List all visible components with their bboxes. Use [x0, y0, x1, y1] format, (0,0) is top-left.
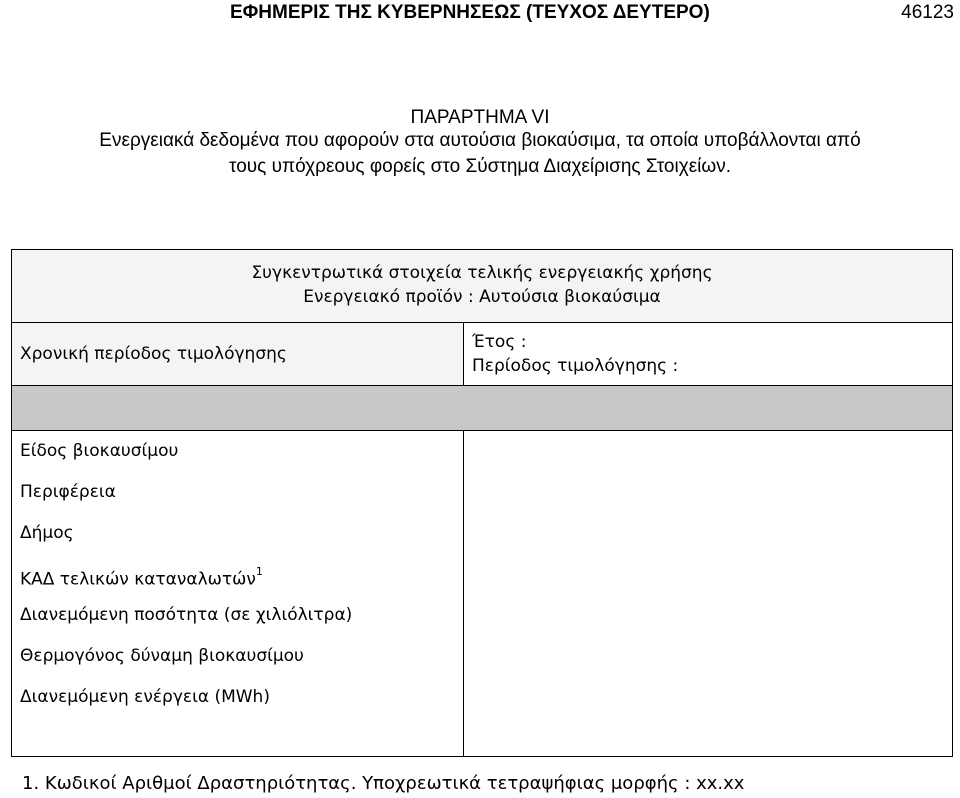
billing-period-fields	[464, 323, 953, 386]
year-field-label: Έτος :	[472, 332, 527, 352]
row-kad-end-consumers	[20, 554, 455, 595]
billing-period-label: Χρονική περίοδος τιμολόγησης	[12, 323, 464, 386]
gazette-title: ΕΦΗΜΕΡΙΣ ΤΗΣ ΚΥΒΕΡΝΗΣΕΩΣ (ΤΕΥΧΟΣ ΔΕΥΤΕΡΟ)	[230, 2, 710, 23]
row-region: Περιφέρεια	[20, 482, 116, 502]
row-biofuel-type: Είδος βιοκαυσίμου	[20, 441, 179, 461]
row-calorific-value: Θερμογόνος δύναμη βιοκαυσίμου	[20, 646, 304, 666]
annex-title: ΠΑΡΑΡΤΗΜΑ VI	[410, 107, 550, 128]
row-distributed-quantity: Διανεμόμενη ποσότητα (σε χιλιόλιτρα)	[20, 605, 353, 625]
row-kad-label: ΚΑΔ τελικών καταναλωτών	[20, 569, 256, 590]
table-heading	[12, 250, 953, 323]
footnote-reference: 1	[255, 565, 263, 578]
energy-data-table	[11, 249, 953, 757]
annex-description	[0, 128, 960, 180]
separator-band	[12, 386, 953, 431]
page-number: 46123	[901, 2, 954, 23]
footnote: 1. Κωδικοί Αριθμοί Δραστηριότητας. Υποχρεωτικά τετραψήφιας μορφής : xx.xx	[22, 773, 745, 794]
row-municipality: Δήμος	[20, 523, 74, 543]
billing-period-field-label: Περίοδος τιμολόγησης :	[472, 356, 679, 376]
row-distributed-energy: Διανεμόμενη ενέργεια (MWh)	[20, 687, 270, 707]
table-heading-line1: Συγκεντρωτικά στοιχεία τελικής ενεργειακής χρήσης	[251, 263, 713, 283]
annex-description-line1: Ενεργειακά δεδομένα που αφορούν στα αυτούσια βιοκαύσιμα, τα οποία υποβάλλονται από	[99, 130, 861, 151]
field-labels	[12, 431, 464, 757]
table-heading-line2: Ενεργειακό προϊόν : Αυτούσια βιοκαύσιμα	[303, 287, 661, 307]
field-values[interactable]	[464, 431, 953, 757]
annex-description-line2: τους υπόχρεους φορείς στο Σύστημα Διαχείρισης Στοιχείων.	[228, 156, 731, 177]
